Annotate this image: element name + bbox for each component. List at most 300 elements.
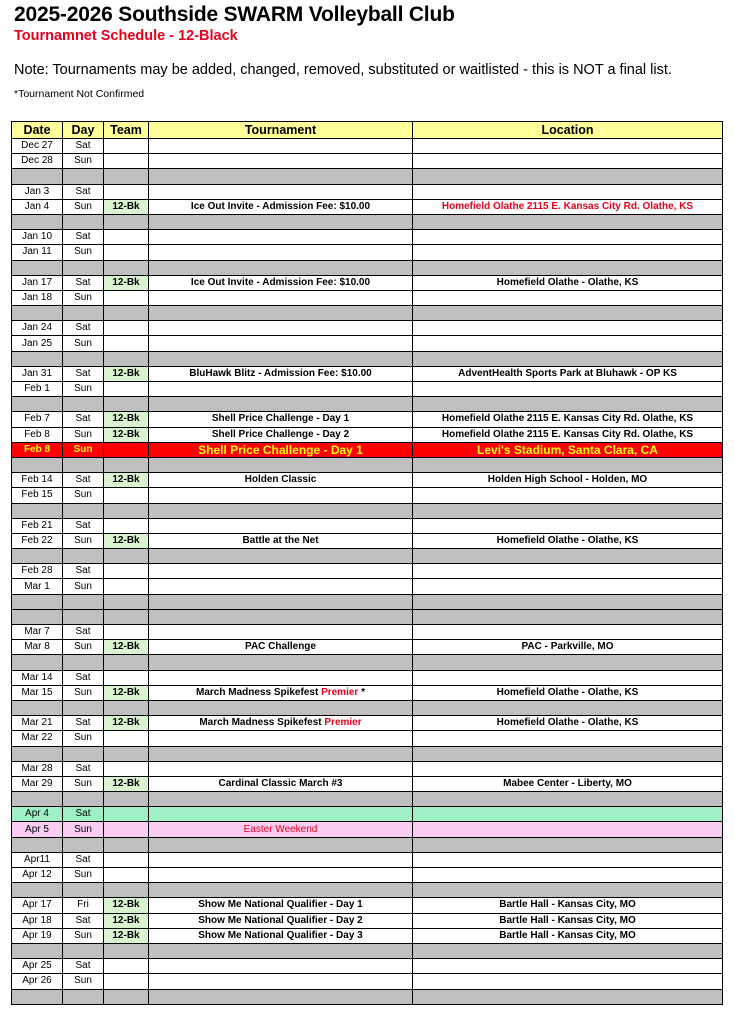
- location-cell: [413, 245, 723, 260]
- table-row: [12, 366, 723, 381]
- date-cell: Jan 10: [12, 230, 63, 245]
- date-cell: [12, 214, 63, 229]
- tournament-cell: [149, 716, 413, 731]
- tournament-cell: [149, 306, 413, 321]
- team-cell: [104, 822, 149, 837]
- separator-row: [12, 609, 723, 624]
- day-cell: Sun: [63, 731, 104, 746]
- team-cell: [104, 594, 149, 609]
- tournament-cell: [149, 230, 413, 245]
- location-cell: [413, 807, 723, 822]
- tournament-cell: [149, 564, 413, 579]
- team-cell: [104, 579, 149, 594]
- separator-row: [12, 351, 723, 366]
- date-cell: [12, 609, 63, 624]
- separator-row: [12, 457, 723, 472]
- team-cell: [104, 700, 149, 715]
- location-cell: [413, 989, 723, 1004]
- location-cell: [413, 260, 723, 275]
- location-cell: [413, 594, 723, 609]
- team-cell: [104, 852, 149, 867]
- tournament-cell: [149, 139, 413, 154]
- table-row: [12, 488, 723, 503]
- date-cell: [12, 351, 63, 366]
- date-cell: [12, 306, 63, 321]
- table-row: [12, 199, 723, 214]
- table-row: [12, 442, 723, 457]
- day-cell: [63, 989, 104, 1004]
- location-cell: [413, 382, 723, 397]
- table-row: [12, 685, 723, 700]
- date-cell: [12, 260, 63, 275]
- column-header-date: Date: [12, 122, 63, 139]
- tournament-cell: [149, 457, 413, 472]
- team-cell: [104, 503, 149, 518]
- date-cell: Mar 28: [12, 761, 63, 776]
- team-cell: [104, 959, 149, 974]
- day-cell: Sun: [63, 579, 104, 594]
- day-cell: [63, 503, 104, 518]
- date-cell: Feb 8: [12, 442, 63, 457]
- separator-row: [12, 792, 723, 807]
- tournament-cell: Easter Weekend: [149, 822, 413, 837]
- location-cell: Homefield Olathe 2115 E. Kansas City Rd. Olathe, KS: [413, 427, 723, 442]
- tournament-cell: [149, 245, 413, 260]
- team-cell: [104, 609, 149, 624]
- location-cell: [413, 457, 723, 472]
- tournament-cell: PAC Challenge: [149, 640, 413, 655]
- team-cell: [104, 230, 149, 245]
- date-cell: Apr 25: [12, 959, 63, 974]
- location-cell: [413, 792, 723, 807]
- tournament-cell: [149, 488, 413, 503]
- schedule-body: [12, 139, 723, 1005]
- separator-row: [12, 989, 723, 1004]
- table-row: [12, 427, 723, 442]
- location-cell: [413, 306, 723, 321]
- date-cell: Apr 5: [12, 822, 63, 837]
- location-cell: Mabee Center - Liberty, MO: [413, 776, 723, 791]
- location-cell: Homefield Olathe - Olathe, KS: [413, 716, 723, 731]
- date-cell: Jan 24: [12, 321, 63, 336]
- tournament-cell: [149, 154, 413, 169]
- tournament-cell: [149, 670, 413, 685]
- team-cell: [104, 989, 149, 1004]
- tournament-name: March Madness Spikefest: [199, 717, 325, 729]
- table-row: [12, 184, 723, 199]
- date-cell: Apr 18: [12, 913, 63, 928]
- location-cell: [413, 290, 723, 305]
- team-cell: [104, 746, 149, 761]
- tournament-cell: Battle at the Net: [149, 533, 413, 548]
- table-row: [12, 154, 723, 169]
- location-cell: [413, 169, 723, 184]
- location-cell: [413, 655, 723, 670]
- table-row: [12, 412, 723, 427]
- day-cell: Sat: [63, 366, 104, 381]
- date-cell: Feb 1: [12, 382, 63, 397]
- tournament-cell: Holden Classic: [149, 473, 413, 488]
- table-row: [12, 640, 723, 655]
- date-cell: Jan 11: [12, 245, 63, 260]
- day-cell: [63, 883, 104, 898]
- location-cell: [413, 883, 723, 898]
- location-cell: [413, 184, 723, 199]
- table-row: [12, 731, 723, 746]
- table-row: [12, 670, 723, 685]
- location-cell: [413, 154, 723, 169]
- tournament-cell: [149, 549, 413, 564]
- date-cell: [12, 989, 63, 1004]
- tournament-cell: [149, 943, 413, 958]
- date-cell: Mar 14: [12, 670, 63, 685]
- location-cell: Bartle Hall - Kansas City, MO: [413, 928, 723, 943]
- team-cell: [104, 488, 149, 503]
- date-cell: Feb 15: [12, 488, 63, 503]
- location-cell: [413, 397, 723, 412]
- team-cell: [104, 564, 149, 579]
- location-cell: [413, 761, 723, 776]
- day-cell: Sat: [63, 959, 104, 974]
- day-cell: Sat: [63, 230, 104, 245]
- table-row: [12, 898, 723, 913]
- team-cell: [104, 245, 149, 260]
- tournament-cell: [149, 503, 413, 518]
- team-cell: [104, 974, 149, 989]
- date-cell: Jan 25: [12, 336, 63, 351]
- team-cell: [104, 382, 149, 397]
- tournament-cell: [149, 974, 413, 989]
- table-row: [12, 868, 723, 883]
- day-cell: [63, 260, 104, 275]
- location-cell: [413, 746, 723, 761]
- date-cell: [12, 457, 63, 472]
- column-header-day: Day: [63, 122, 104, 139]
- day-cell: Fri: [63, 898, 104, 913]
- column-header-tournament: Tournament: [149, 122, 413, 139]
- day-cell: [63, 655, 104, 670]
- team-cell: [104, 792, 149, 807]
- table-row: [12, 959, 723, 974]
- team-cell: [104, 290, 149, 305]
- tournament-cell: Show Me National Qualifier - Day 2: [149, 913, 413, 928]
- day-cell: [63, 351, 104, 366]
- tournament-cell: [149, 700, 413, 715]
- location-cell: [413, 518, 723, 533]
- day-cell: Sat: [63, 518, 104, 533]
- tournament-cell: [149, 807, 413, 822]
- separator-row: [12, 943, 723, 958]
- date-cell: Apr 17: [12, 898, 63, 913]
- tournament-cell: Ice Out Invite - Admission Fee: $10.00: [149, 199, 413, 214]
- team-cell: 12-Bk: [104, 533, 149, 548]
- day-cell: Sun: [63, 290, 104, 305]
- location-cell: [413, 351, 723, 366]
- table-row: [12, 245, 723, 260]
- separator-row: [12, 549, 723, 564]
- location-cell: [413, 822, 723, 837]
- day-cell: [63, 457, 104, 472]
- date-cell: Mar 21: [12, 716, 63, 731]
- tournament-cell: [149, 883, 413, 898]
- date-cell: Mar 15: [12, 685, 63, 700]
- team-cell: 12-Bk: [104, 776, 149, 791]
- tournament-cell: [149, 685, 413, 700]
- tournament-name: March Madness Spikefest: [196, 686, 322, 698]
- table-row: [12, 776, 723, 791]
- team-cell: [104, 154, 149, 169]
- day-cell: Sat: [63, 807, 104, 822]
- separator-row: [12, 746, 723, 761]
- day-cell: Sat: [63, 625, 104, 640]
- date-cell: Feb 21: [12, 518, 63, 533]
- table-row: [12, 473, 723, 488]
- location-cell: Bartle Hall - Kansas City, MO: [413, 913, 723, 928]
- team-cell: [104, 625, 149, 640]
- day-cell: Sat: [63, 473, 104, 488]
- day-cell: Sat: [63, 852, 104, 867]
- team-cell: 12-Bk: [104, 716, 149, 731]
- table-row: [12, 139, 723, 154]
- date-cell: Apr 12: [12, 868, 63, 883]
- team-cell: [104, 321, 149, 336]
- location-cell: [413, 852, 723, 867]
- tournament-cell: [149, 260, 413, 275]
- day-cell: Sun: [63, 336, 104, 351]
- day-cell: [63, 943, 104, 958]
- tournament-cell: Show Me National Qualifier - Day 3: [149, 928, 413, 943]
- team-cell: 12-Bk: [104, 685, 149, 700]
- location-cell: Homefield Olathe - Olathe, KS: [413, 275, 723, 290]
- tournament-cell: BluHawk Blitz - Admission Fee: $10.00: [149, 366, 413, 381]
- team-cell: [104, 761, 149, 776]
- table-row: [12, 928, 723, 943]
- date-cell: [12, 883, 63, 898]
- date-cell: Apr 4: [12, 807, 63, 822]
- team-cell: 12-Bk: [104, 928, 149, 943]
- team-cell: [104, 306, 149, 321]
- separator-row: [12, 260, 723, 275]
- tournament-cell: [149, 625, 413, 640]
- day-cell: Sun: [63, 640, 104, 655]
- day-cell: [63, 609, 104, 624]
- location-cell: Homefield Olathe 2115 E. Kansas City Rd. Olathe, KS: [413, 412, 723, 427]
- date-cell: Mar 8: [12, 640, 63, 655]
- day-cell: [63, 594, 104, 609]
- tournament-cell: [149, 184, 413, 199]
- day-cell: Sat: [63, 670, 104, 685]
- table-row: [12, 290, 723, 305]
- separator-row: [12, 883, 723, 898]
- location-cell: Homefield Olathe - Olathe, KS: [413, 685, 723, 700]
- team-cell: [104, 169, 149, 184]
- tournament-cell: [149, 290, 413, 305]
- tournament-cell: [149, 397, 413, 412]
- table-row: [12, 321, 723, 336]
- team-cell: [104, 260, 149, 275]
- table-row: [12, 716, 723, 731]
- team-cell: [104, 549, 149, 564]
- date-cell: [12, 837, 63, 852]
- separator-row: [12, 397, 723, 412]
- location-cell: Homefield Olathe - Olathe, KS: [413, 533, 723, 548]
- location-cell: [413, 959, 723, 974]
- date-cell: [12, 503, 63, 518]
- day-cell: [63, 549, 104, 564]
- day-cell: Sat: [63, 412, 104, 427]
- location-cell: [413, 214, 723, 229]
- location-cell: AdventHealth Sports Park at Bluhawk - OP KS: [413, 366, 723, 381]
- team-cell: [104, 184, 149, 199]
- date-cell: [12, 943, 63, 958]
- day-cell: Sun: [63, 533, 104, 548]
- premier-label: Premier: [321, 686, 359, 698]
- separator-row: [12, 169, 723, 184]
- date-cell: [12, 549, 63, 564]
- date-cell: Mar 22: [12, 731, 63, 746]
- team-cell: [104, 336, 149, 351]
- date-cell: [12, 700, 63, 715]
- location-cell: [413, 336, 723, 351]
- date-cell: Feb 7: [12, 412, 63, 427]
- location-cell: [413, 974, 723, 989]
- day-cell: Sun: [63, 442, 104, 457]
- day-cell: Sat: [63, 913, 104, 928]
- day-cell: Sun: [63, 776, 104, 791]
- separator-row: [12, 837, 723, 852]
- location-cell: [413, 139, 723, 154]
- tournament-cell: [149, 169, 413, 184]
- team-cell: [104, 397, 149, 412]
- location-cell: [413, 625, 723, 640]
- table-row: [12, 974, 723, 989]
- tournament-cell: [149, 868, 413, 883]
- team-cell: 12-Bk: [104, 366, 149, 381]
- location-cell: Levi's Stadium, Santa Clara, CA: [413, 442, 723, 457]
- table-row: [12, 382, 723, 397]
- separator-row: [12, 655, 723, 670]
- date-cell: [12, 792, 63, 807]
- team-cell: [104, 943, 149, 958]
- day-cell: Sun: [63, 928, 104, 943]
- team-cell: [104, 655, 149, 670]
- date-cell: Jan 31: [12, 366, 63, 381]
- team-cell: [104, 442, 149, 457]
- table-row: [12, 336, 723, 351]
- table-row: [12, 625, 723, 640]
- tournament-cell: [149, 746, 413, 761]
- team-cell: [104, 883, 149, 898]
- location-cell: [413, 943, 723, 958]
- day-cell: Sun: [63, 488, 104, 503]
- team-cell: [104, 214, 149, 229]
- separator-row: [12, 306, 723, 321]
- date-cell: Apr 26: [12, 974, 63, 989]
- not-confirmed-note: *Tournament Not Confirmed: [14, 88, 145, 100]
- date-cell: Mar 7: [12, 625, 63, 640]
- date-cell: [12, 594, 63, 609]
- location-cell: [413, 837, 723, 852]
- team-cell: [104, 731, 149, 746]
- table-row: [12, 533, 723, 548]
- day-cell: [63, 397, 104, 412]
- team-cell: [104, 351, 149, 366]
- date-cell: Dec 27: [12, 139, 63, 154]
- team-cell: 12-Bk: [104, 473, 149, 488]
- day-cell: Sat: [63, 321, 104, 336]
- not-confirmed-marker: *: [358, 686, 365, 698]
- date-cell: Jan 3: [12, 184, 63, 199]
- table-row: [12, 761, 723, 776]
- date-cell: [12, 397, 63, 412]
- date-cell: Feb 22: [12, 533, 63, 548]
- location-cell: [413, 549, 723, 564]
- team-cell: [104, 457, 149, 472]
- separator-row: [12, 700, 723, 715]
- tournament-cell: [149, 579, 413, 594]
- tournament-cell: [149, 837, 413, 852]
- column-header-team: Team: [104, 122, 149, 139]
- table-row: [12, 579, 723, 594]
- page-subtitle: Tournamnet Schedule - 12-Black: [14, 28, 238, 44]
- location-cell: [413, 230, 723, 245]
- page-title: 2025-2026 Southside SWARM Volleyball Club: [14, 3, 455, 26]
- day-cell: Sun: [63, 685, 104, 700]
- team-cell: [104, 807, 149, 822]
- day-cell: [63, 214, 104, 229]
- table-row: [12, 807, 723, 822]
- date-cell: Apr11: [12, 852, 63, 867]
- tournament-cell: [149, 609, 413, 624]
- tournament-cell: [149, 852, 413, 867]
- day-cell: [63, 837, 104, 852]
- date-cell: Jan 18: [12, 290, 63, 305]
- table-row: [12, 275, 723, 290]
- column-header-location: Location: [413, 122, 723, 139]
- table-row: [12, 518, 723, 533]
- date-cell: Mar 29: [12, 776, 63, 791]
- team-cell: 12-Bk: [104, 640, 149, 655]
- team-cell: [104, 868, 149, 883]
- location-cell: [413, 609, 723, 624]
- day-cell: Sat: [63, 139, 104, 154]
- schedule-table: [11, 121, 723, 1005]
- location-cell: [413, 700, 723, 715]
- location-cell: [413, 488, 723, 503]
- date-cell: Dec 28: [12, 154, 63, 169]
- day-cell: Sun: [63, 382, 104, 397]
- team-cell: [104, 518, 149, 533]
- tournament-cell: Cardinal Classic March #3: [149, 776, 413, 791]
- team-cell: 12-Bk: [104, 427, 149, 442]
- disclaimer-note: Note: Tournaments may be added, changed, removed, substituted or waitlisted - this is NOT a final list.: [14, 62, 672, 78]
- day-cell: [63, 792, 104, 807]
- tournament-cell: [149, 792, 413, 807]
- table-header-row: [12, 122, 723, 139]
- date-cell: Feb 28: [12, 564, 63, 579]
- location-cell: Holden High School - Holden, MO: [413, 473, 723, 488]
- location-cell: [413, 321, 723, 336]
- tournament-cell: [149, 594, 413, 609]
- tournament-cell: [149, 655, 413, 670]
- team-cell: 12-Bk: [104, 412, 149, 427]
- day-cell: Sun: [63, 868, 104, 883]
- tournament-cell: Shell Price Challenge - Day 2: [149, 427, 413, 442]
- tournament-cell: [149, 731, 413, 746]
- tournament-cell: [149, 761, 413, 776]
- date-cell: Jan 17: [12, 275, 63, 290]
- date-cell: Jan 4: [12, 199, 63, 214]
